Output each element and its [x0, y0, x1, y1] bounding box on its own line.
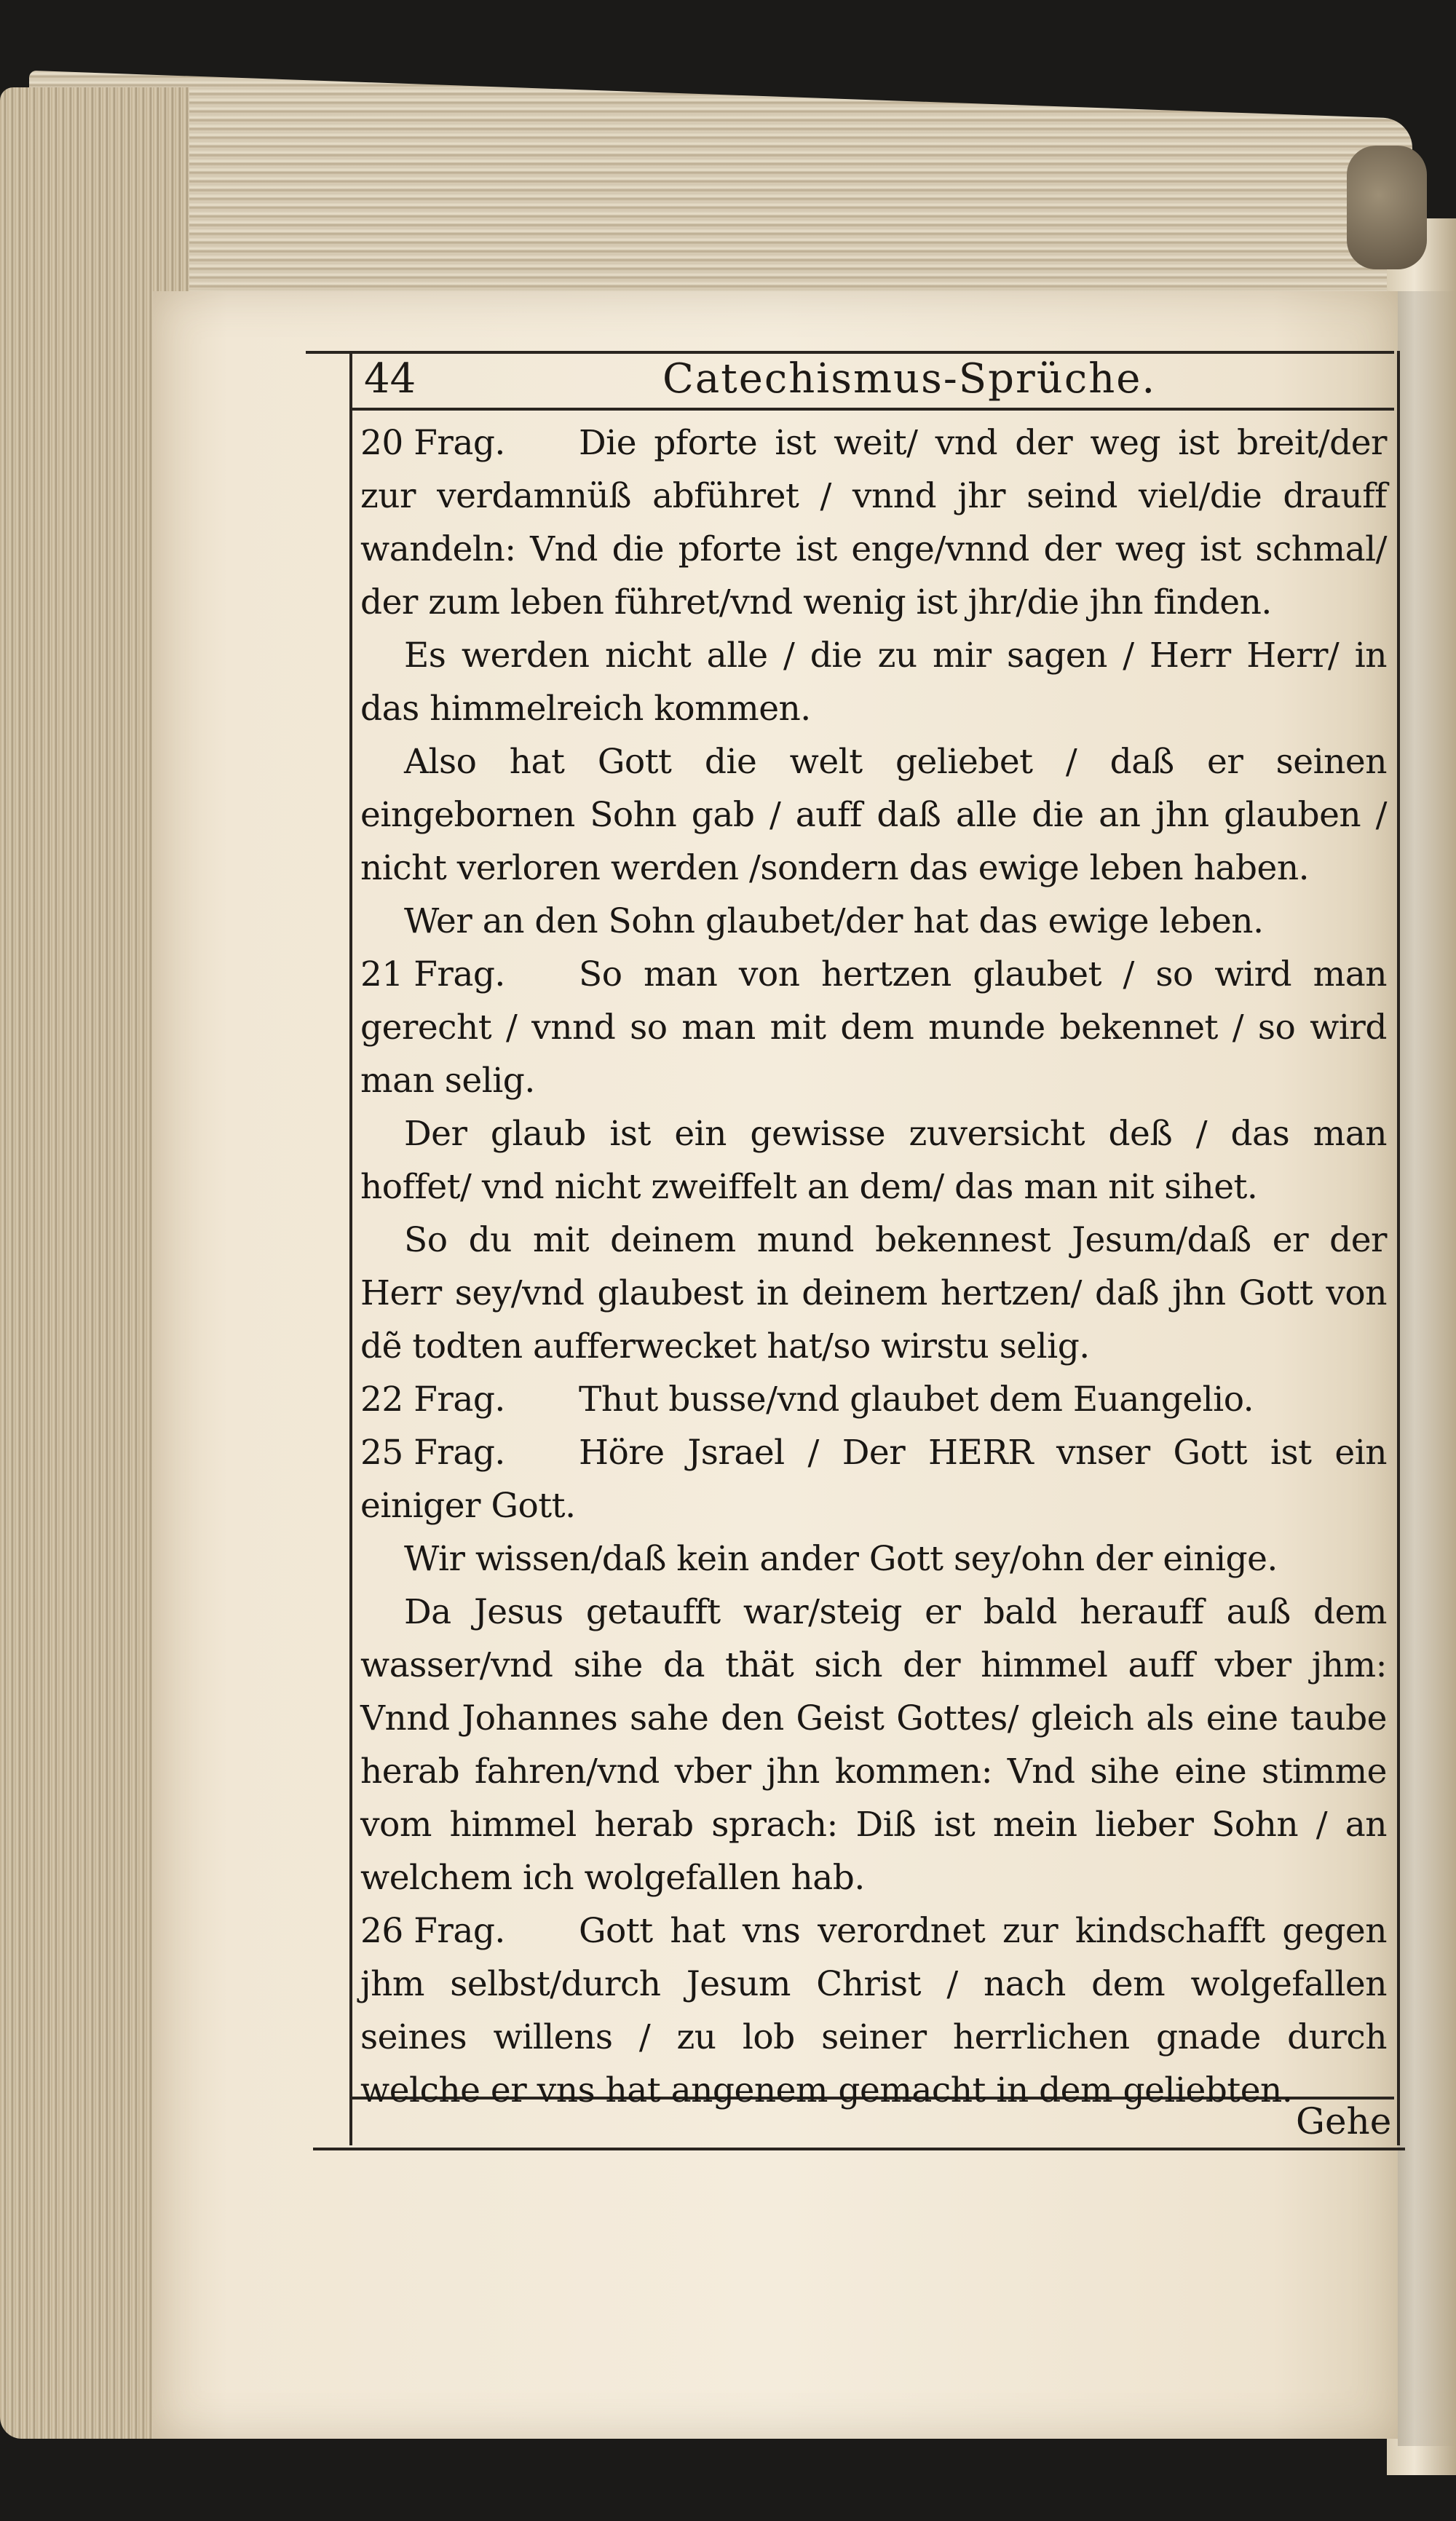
- paragraph-text: Da Jesus getaufft war/steig er bald herauff auß dem wasser/vnd sihe da thät sich der himmel auff vber jhm: Vnnd Johannes sahe den Geist Gottes/ gleich als eine taube herab fahren/vnd vber jhn kommen: Vnd sihe eine stimme vom himmel herab sprach: Diß ist mein lieber Sohn / an welchem ich wolgefallen hab.: [360, 1592, 1387, 1898]
- paragraph-q26: [360, 1904, 1387, 2117]
- paragraph-text: Es werden nicht alle / die zu mir sagen / Herr Herr/ in das himmelreich kommen.: [360, 636, 1387, 729]
- paragraph-text: So man von hertzen glaubet / so wird man gerecht / vnnd so man mit dem munde bekennet / so wird man selig.: [360, 954, 1387, 1101]
- paragraph: [360, 1107, 1387, 1214]
- body-text: [360, 416, 1387, 2117]
- paragraph: [360, 735, 1387, 895]
- paragraph-text: Die pforte ist weit/ vnd der weg ist breit/der zur verdamnüß abführet / vnnd jhr seind viel/die drauff wandeln: Vnd die pforte ist enge/vnnd der weg ist schmal/ der zum leben führet/vnd wenig ist jhr/die jhn finden.: [360, 423, 1387, 622]
- bottom-rule: [313, 2148, 1405, 2150]
- paragraph-text: Also hat Gott die welt geliebet / daß er seinen eingebornen Sohn gab / auff daß alle die an jhn glauben / nicht verloren werden /sondern das ewige leben haben.: [360, 742, 1387, 888]
- question-label: 20 Frag.: [360, 423, 505, 463]
- paragraph-q25: [360, 1426, 1387, 1532]
- paragraph-text: Wer an den Sohn glaubet/der hat das ewige leben.: [404, 901, 1264, 941]
- question-label: 22 Frag.: [360, 1380, 505, 1420]
- question-label: 26 Frag.: [360, 1911, 505, 1951]
- paragraph-q21: [360, 948, 1387, 1107]
- page-title: Catechismus-Sprüche.: [662, 355, 1157, 403]
- paragraph-text: So du mit deinem mund bekennest Jesum/daß er der Herr sey/vnd glaubest in deinem hertzen/ daß jhn Gott von dẽ todten aufferwecket hat/so wirstu selig.: [360, 1220, 1387, 1366]
- paragraph-text: Der glaub ist ein gewisse zuversicht deß / das man hoffet/ vnd nicht zweiffelt an dem/ das man nit sihet.: [360, 1114, 1387, 1207]
- paragraph: [360, 1214, 1387, 1373]
- catchword: Gehe: [1296, 2100, 1392, 2142]
- header-rule: [349, 408, 1394, 411]
- paragraph-text: Höre Jsrael / Der HERR vnser Gott ist ein einiger Gott.: [360, 1433, 1387, 1526]
- paragraph-text: Thut busse/vnd glaubet dem Euangelio.: [579, 1380, 1254, 1420]
- paragraph-q22: [360, 1373, 1387, 1426]
- page-number: 44: [364, 355, 416, 403]
- paragraph: [360, 629, 1387, 735]
- paragraph-text: Wir wissen/daß kein ander Gott sey/ohn der einige.: [404, 1539, 1278, 1579]
- frame-top-rule: [306, 351, 1394, 354]
- paragraph: [360, 1532, 1387, 1586]
- gutter-shadow: [1398, 291, 1456, 2446]
- question-label: 21 Frag.: [360, 954, 505, 994]
- question-label: 25 Frag.: [360, 1433, 505, 1473]
- paragraph: [360, 895, 1387, 948]
- paragraph-text: Gott hat vns verordnet zur kindschafft gegen jhm selbst/durch Jesum Christ / nach dem wolgefallen seines willens / zu lob seiner herrlichen gnade durch welche er vns hat angenem gemacht in dem geliebten.: [360, 1911, 1387, 2110]
- paragraph: [360, 1586, 1387, 1904]
- book-clasp: [1347, 146, 1427, 269]
- paragraph-q20: [360, 416, 1387, 629]
- running-head: [357, 355, 1376, 406]
